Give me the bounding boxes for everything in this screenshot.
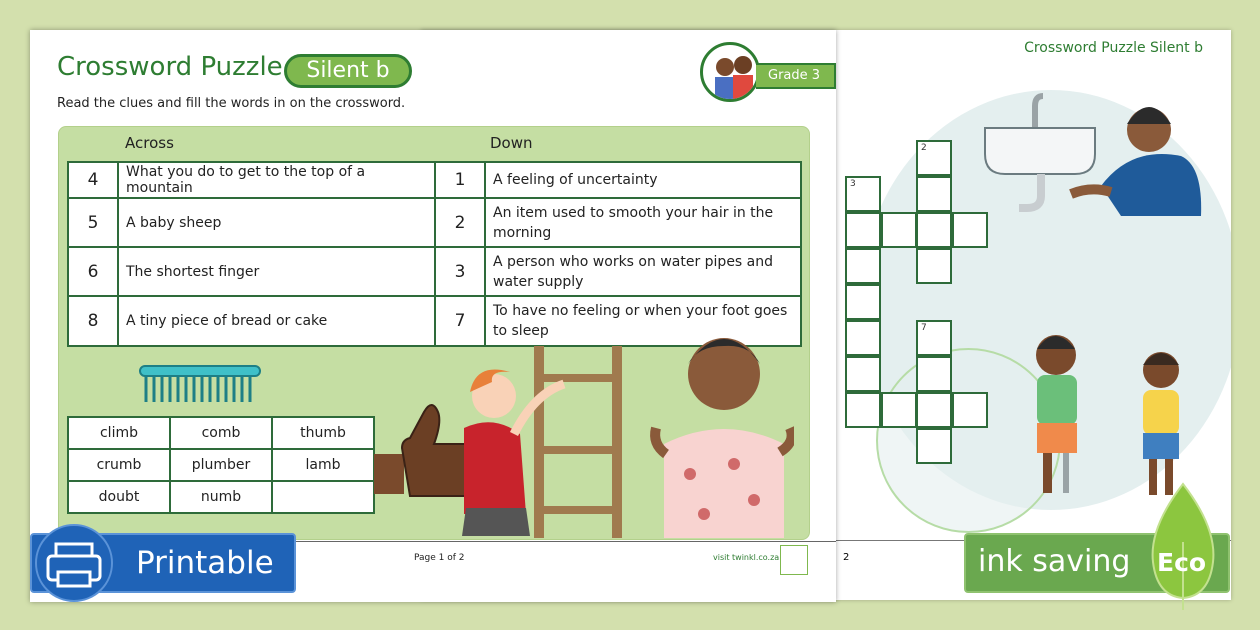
across-number: 6 <box>68 247 118 296</box>
crossword-cell[interactable] <box>881 212 917 248</box>
clue-row <box>68 198 801 247</box>
visit-link[interactable]: visit twinkl.co.za <box>713 553 780 562</box>
word-bank-item: lamb <box>272 449 374 481</box>
across-clue: A tiny piece of bread or cake <box>118 296 435 346</box>
word-bank-item: crumb <box>68 449 170 481</box>
silent-b-badge: Silent b <box>284 54 412 88</box>
word-bank-item <box>272 481 374 513</box>
word-bank-item: climb <box>68 417 170 449</box>
word-bank-item: doubt <box>68 481 170 513</box>
grade-badge-avatar <box>700 42 760 102</box>
ink-saving-label: ink saving <box>978 544 1131 579</box>
crossword-cell[interactable] <box>845 320 881 356</box>
crossword-cell[interactable] <box>845 392 881 428</box>
word-bank-item: thumb <box>272 417 374 449</box>
plumber-illustration <box>981 90 1211 240</box>
across-clue: The shortest finger <box>118 247 435 296</box>
leaf-icon <box>1148 482 1218 612</box>
down-number: 1 <box>435 162 485 198</box>
crossword-cell[interactable] <box>916 428 952 464</box>
crossword-cell[interactable]: 7 <box>916 320 952 356</box>
man-puzzled-illustration <box>644 324 794 538</box>
down-clue: A person who works on water pipes and water supply <box>485 247 801 296</box>
crossword-cell[interactable] <box>845 356 881 392</box>
down-number: 2 <box>435 198 485 247</box>
word-bank-item: plumber <box>170 449 272 481</box>
clues-table <box>67 161 802 347</box>
word-bank-item: comb <box>170 417 272 449</box>
down-number: 3 <box>435 247 485 296</box>
across-clue: What you do to get to the top of a mountain <box>118 162 435 198</box>
girl-climbing-ladder-illustration <box>444 346 644 538</box>
crossword-cell[interactable] <box>916 176 952 212</box>
crossword-cell[interactable] <box>845 248 881 284</box>
twinkl-logo-icon <box>780 545 808 575</box>
word-bank <box>67 416 375 514</box>
across-header: Across <box>125 134 174 152</box>
down-clue: An item used to smooth your hair in the morning <box>485 198 801 247</box>
crossword-cell[interactable]: 2 <box>916 140 952 176</box>
crossword-cell[interactable] <box>952 392 988 428</box>
across-number: 8 <box>68 296 118 346</box>
crossword-cell[interactable] <box>916 392 952 428</box>
worksheet-page-1 <box>30 30 836 602</box>
across-clue: A baby sheep <box>118 198 435 247</box>
crossword-cell[interactable] <box>916 356 952 392</box>
down-clue: To have no feeling or when your foot goes to sleep <box>485 296 801 346</box>
page2-title: Crossword Puzzle Silent b <box>1024 40 1203 56</box>
grade-tab: Grade 3 <box>756 63 836 89</box>
crossword-cell[interactable]: 3 <box>845 176 881 212</box>
crossword-cell[interactable] <box>881 392 917 428</box>
clue-row <box>68 247 801 296</box>
down-clue: A feeling of uncertainty <box>485 162 801 198</box>
comb-illustration <box>138 364 262 406</box>
eco-label: Eco <box>1157 548 1207 577</box>
across-number: 4 <box>68 162 118 198</box>
crossword-cell[interactable] <box>916 248 952 284</box>
down-number: 7 <box>435 296 485 346</box>
crossword-cell[interactable] <box>916 212 952 248</box>
page-title: Crossword Puzzle <box>57 52 283 82</box>
printable-label: Printable <box>136 545 274 581</box>
printable-banner <box>0 530 296 596</box>
crossword-cell[interactable] <box>845 212 881 248</box>
down-header: Down <box>490 134 533 152</box>
eco-banner <box>964 530 1260 596</box>
across-number: 5 <box>68 198 118 247</box>
clue-row <box>68 162 801 198</box>
word-bank-item: numb <box>170 481 272 513</box>
printer-icon <box>28 524 120 602</box>
crossword-cell[interactable] <box>845 284 881 320</box>
page2-page-number: 2 <box>843 552 850 563</box>
page-number: Page 1 of 2 <box>414 553 465 563</box>
children-avatar-icon <box>703 45 760 102</box>
instructions: Read the clues and fill the words in on the crossword. <box>57 96 406 111</box>
